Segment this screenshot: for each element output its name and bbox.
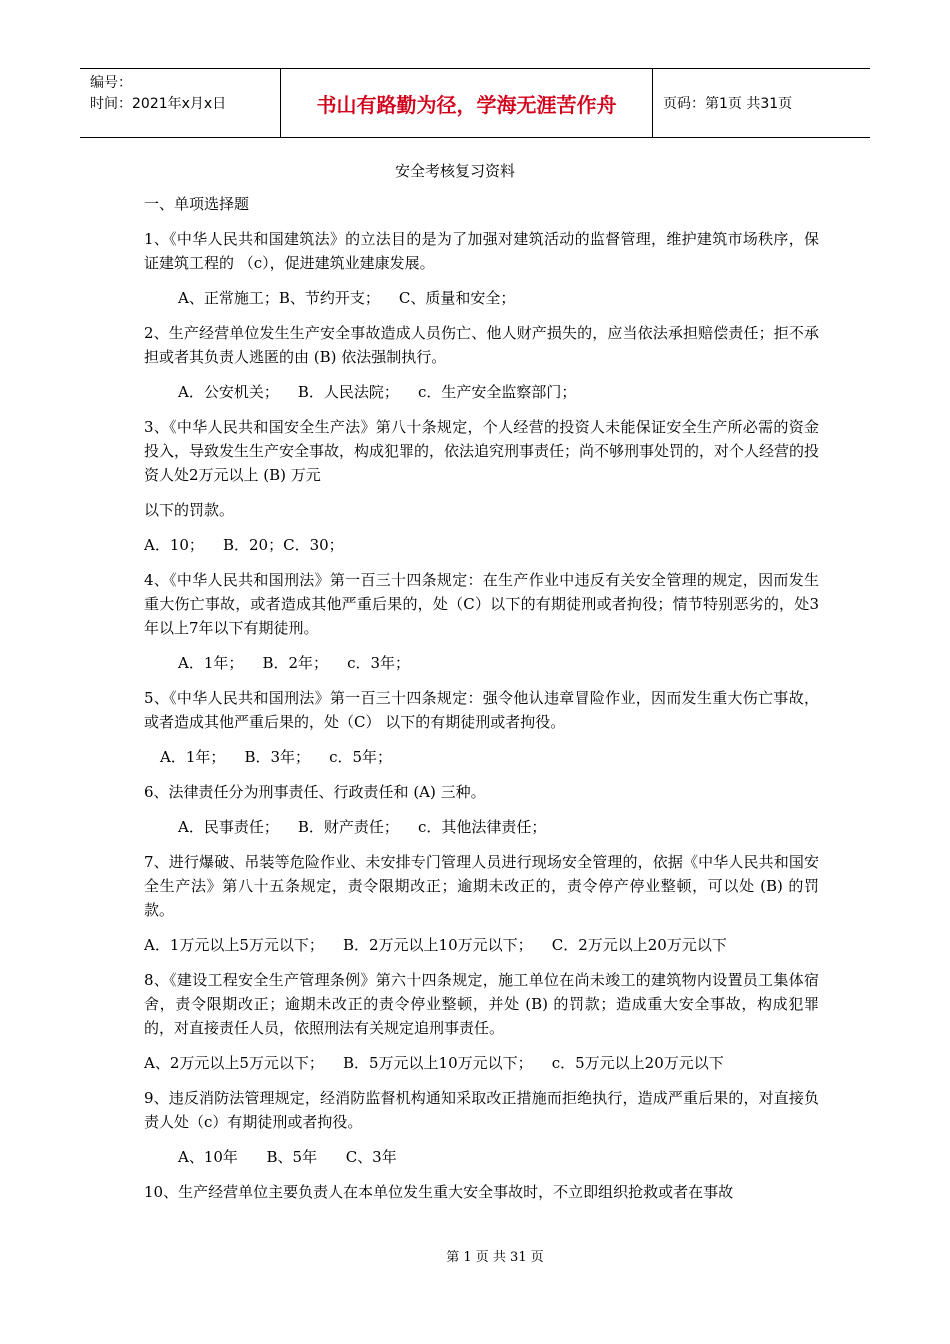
question-1: 1、《中华人民共和国建筑法》的立法目的是为了加强对建筑活动的监督管理，维护建筑市场秩序，保证建筑工程的 （c），促进建筑业建康发展。: [144, 230, 819, 272]
question-9: 9、违反消防法管理规定，经消防监督机构通知采取改正措施而拒绝执行，造成严重后果的，对直接负责人处（c）有期徒刑或者拘役。: [144, 1089, 819, 1131]
question-3-options: A．10； B．20；C．30；: [144, 536, 344, 554]
question-10: 10、生产经营单位主要负责人在本单位发生重大安全事故时，不立即组织抢救或者在事故: [144, 1183, 734, 1201]
header-page-code: 页码：第1页 共31页: [663, 96, 793, 112]
date-label: 时间：2021年x月x日: [90, 96, 227, 112]
question-5: 5、《中华人民共和国刑法》第一百三十四条规定：强令他认违章冒险作业，因而发生重大伤亡事故，或者造成其他严重后果的，处（C） 以下的有期徒刑或者拘役。: [144, 689, 819, 731]
document-title: 安全考核复习资料: [394, 162, 515, 180]
question-4: 4、《中华人民共和国刑法》第一百三十四条规定：在生产作业中违反有关安全管理的规定，因而发生重大伤亡事故，或者造成其他严重后果的，处（C）以下的有期徒刑或者拘役；情节特别恶劣的，处3年以上7年以下有期徒刑。: [144, 571, 819, 637]
document-body: [144, 192, 819, 1215]
question-6: 6、法律责任分为刑事责任、行政责任和 (A) 三种。: [144, 783, 486, 801]
section-heading: 一、单项选择题: [144, 195, 250, 213]
question-3: 3、《中华人民共和国安全生产法》第八十条规定，个人经营的投资人未能保证安全生产所必需的资金投入，导致发生生产安全事故，构成犯罪的，依法追究刑事责任；尚不够刑事处罚的，对个人经营的投资人处2万元以上 (B) 万元: [144, 418, 820, 484]
question-7: 7、进行爆破、吊装等危险作业、未安排专门管理人员进行现场安全管理的，依据《中华人民共和国安全生产法》第八十五条规定，责令限期改正；逾期未改正的，责令停产停业整顿，可以处 (B) 的罚款。: [144, 853, 819, 919]
question-1-options: A、正常施工；B、节约开支； C、质量和安全；: [178, 289, 516, 307]
question-2: 2、生产经营单位发生生产安全事故造成人员伤亡、他人财产损失的，应当依法承担赔偿责任；拒不承担或者其负责人逃匿的由 (B) 依法强制执行。: [144, 324, 819, 366]
question-9-options: A、10年 B、5年 C、3年: [178, 1148, 397, 1166]
header-motto: 书山有路勤为径，学海无涯苦作舟: [281, 69, 653, 137]
question-8-options: A、2万元以上5万元以下； B．5万元以上10万元以下； c．5万元以上20万元以下: [144, 1054, 724, 1072]
number-label: 编号：: [90, 75, 132, 91]
question-2-options: A．公安机关； B．人民法院； c．生产安全监察部门；: [178, 383, 577, 401]
question-5-options: A．1年； B．3年； c．5年；: [160, 748, 393, 766]
question-8: 8、《建设工程安全生产管理条例》第六十四条规定，施工单位在尚未竣工的建筑物内设置员工集体宿舍，责令限期改正；逾期未改正的责令停业整顿，并处 (B) 的罚款；造成重大安全事故，构成犯罪的，对直接责任人员，依照刑法有关规定追刑事责任。: [144, 971, 819, 1037]
question-7-options: A．1万元以上5万元以下； B．2万元以上10万元以下； C．2万元以上20万元以下: [144, 936, 727, 954]
question-6-options: A．民事责任； B．财产责任； c．其他法律责任；: [178, 818, 547, 836]
question-4-options: A．1年； B．2年； c．3年；: [178, 654, 411, 672]
question-3-continuation: 以下的罚款。: [144, 501, 235, 519]
header-meta: [80, 69, 281, 137]
page-footer: 第 1 页 共 31 页: [446, 1250, 544, 1265]
page-header: [80, 68, 870, 138]
